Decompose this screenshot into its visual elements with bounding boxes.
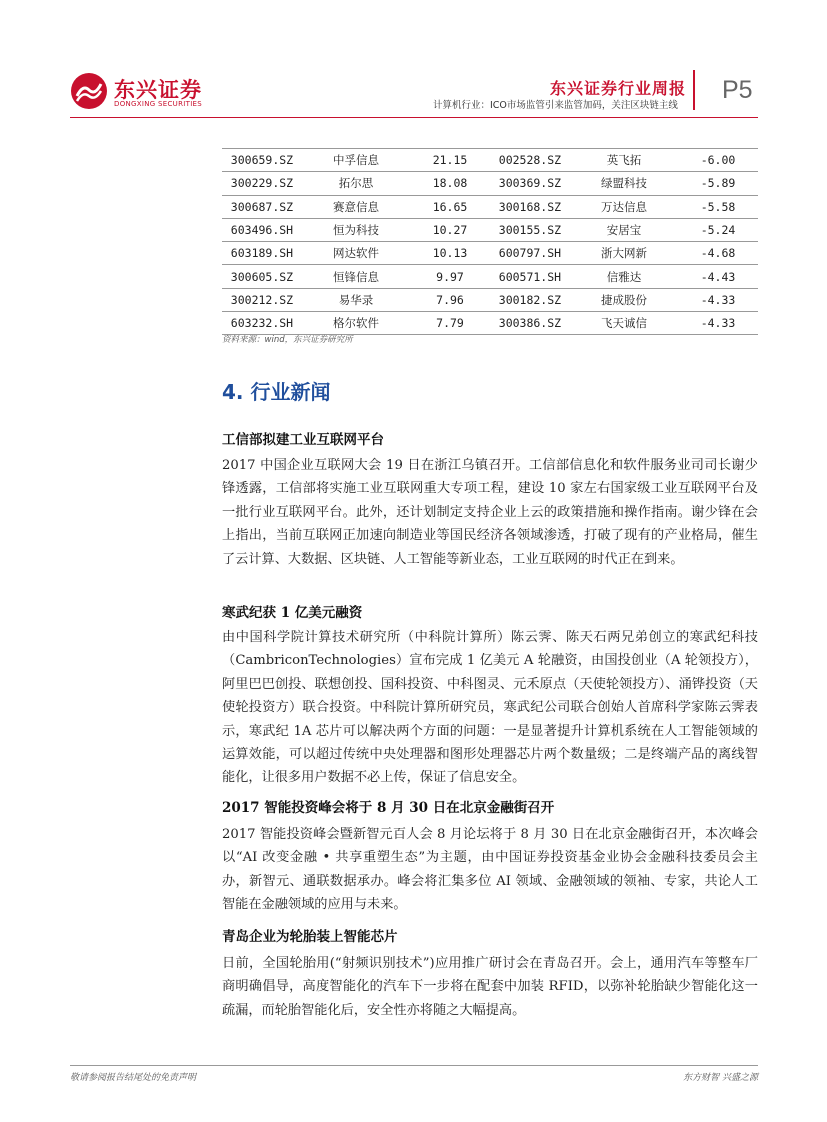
table-cell: 18.08 bbox=[410, 172, 490, 195]
table-cell: 300386.SZ bbox=[490, 312, 570, 335]
table-cell: 飞天诚信 bbox=[570, 312, 678, 335]
header-divider bbox=[693, 70, 695, 110]
table-cell: 浙大网新 bbox=[570, 242, 678, 265]
table-cell: 300605.SZ bbox=[222, 265, 302, 288]
table-cell: 捷成股份 bbox=[570, 288, 678, 311]
section-heading: 4. 行业新闻 bbox=[222, 380, 331, 404]
table-cell: 600571.SH bbox=[490, 265, 570, 288]
table-row bbox=[222, 312, 758, 335]
table-cell: 10.13 bbox=[410, 242, 490, 265]
table-cell: 万达信息 bbox=[570, 195, 678, 218]
page-number: P5 bbox=[722, 76, 753, 104]
news-title: 青岛企业为轮胎装上智能芯片 bbox=[222, 929, 398, 945]
news-title: 2017 智能投资峰会将于 8 月 30 日在北京金融街召开 bbox=[222, 800, 555, 816]
news-body: 由中国科学院计算技术研究所（中科院计算所）陈云霁、陈天石两兄弟创立的寒武纪科技（CambriconTechnologies）宣布完成 1 亿美元 A 轮融资，由国投创业（A 轮领投方），阿里巴巴创投、联想创投、国科投资、中科图灵、元禾原点（天使轮领投方）、涌铧投资（天使轮投资方）联合投资。中科院计算所研究员，寒武纪公司联合创始人首席科学家陈云霁表示，寒武纪 1A 芯片可以解决两个方面的问题：一是显著提升计算机系统在人工智能领域的运算效能，可以超过传统中央处理器和图形处理器芯片两个数量级；二是终端产品的离线智能化，让很多用户数据不必上传，保证了信息安全。 bbox=[222, 630, 758, 786]
table-cell: 易华录 bbox=[302, 288, 410, 311]
table-cell: 10.27 bbox=[410, 218, 490, 241]
table-cell: 300182.SZ bbox=[490, 288, 570, 311]
table-cell: 002528.SZ bbox=[490, 149, 570, 172]
report-title: 东兴证券行业周报 bbox=[550, 79, 687, 98]
table-cell: 中孚信息 bbox=[302, 149, 410, 172]
news-body: 2017 智能投资峰会暨新智元百人会 8 月论坛将于 8 月 30 日在北京金融街召开，本次峰会以“AI 改变金融 • 共享重塑生态”为主题，由中国证券投资基金业协会金融科技委员会主办，新智元、通联数据承办。峰会将汇集多位 AI 领域、金融领域的领袖、专家，共论人工智能在金融领域的应用与未来。 bbox=[222, 827, 758, 913]
table-cell: -4.33 bbox=[678, 312, 758, 335]
report-subtitle: 计算机行业：ICO市场监管引来监管加码，关注区块链主线 bbox=[433, 100, 678, 111]
table-cell: 300659.SZ bbox=[222, 149, 302, 172]
table-row bbox=[222, 265, 758, 288]
table-cell: 600797.SH bbox=[490, 242, 570, 265]
logo-text-en: DONGXING SECURITIES bbox=[114, 100, 203, 108]
table-cell: 绿盟科技 bbox=[570, 172, 678, 195]
table-row bbox=[222, 149, 758, 172]
table-cell: 603496.SH bbox=[222, 218, 302, 241]
company-logo bbox=[70, 72, 210, 112]
table-cell: 300687.SZ bbox=[222, 195, 302, 218]
table-cell: 300168.SZ bbox=[490, 195, 570, 218]
table-cell: 300369.SZ bbox=[490, 172, 570, 195]
table-cell: 拓尔思 bbox=[302, 172, 410, 195]
table-cell: 300229.SZ bbox=[222, 172, 302, 195]
table-cell: 603189.SH bbox=[222, 242, 302, 265]
table-cell: 安居宝 bbox=[570, 218, 678, 241]
news-title: 寒武纪获 1 亿美元融资 bbox=[222, 605, 363, 621]
table-cell: 信雅达 bbox=[570, 265, 678, 288]
news-body: 日前，全国轮胎用(“射频识别技术”)应用推广研讨会在青岛召开。会上，通用汽车等整车厂商明确倡导，高度智能化的汽车下一步将在配套中加装 RFID，以弥补轮胎缺少智能化这一疏漏，而轮胎智能化后，安全性亦将随之大幅提高。 bbox=[222, 956, 758, 1018]
table-row bbox=[222, 218, 758, 241]
table-cell: 赛意信息 bbox=[302, 195, 410, 218]
table-cell: -4.68 bbox=[678, 242, 758, 265]
table-row bbox=[222, 172, 758, 195]
header-rule bbox=[70, 117, 758, 118]
table-source-note: 资料来源：wind，东兴证券研究所 bbox=[222, 335, 353, 345]
table-cell: 7.79 bbox=[410, 312, 490, 335]
table-cell: 300155.SZ bbox=[490, 218, 570, 241]
table-cell: -4.33 bbox=[678, 288, 758, 311]
logo-text-cn: 东兴证券 bbox=[114, 78, 202, 102]
table-row bbox=[222, 242, 758, 265]
table-cell: -5.89 bbox=[678, 172, 758, 195]
table-cell: 603232.SH bbox=[222, 312, 302, 335]
table-cell: 16.65 bbox=[410, 195, 490, 218]
table-cell: -4.43 bbox=[678, 265, 758, 288]
table-cell: 300212.SZ bbox=[222, 288, 302, 311]
table-cell: 英飞拓 bbox=[570, 149, 678, 172]
page-header bbox=[0, 0, 827, 130]
table-row bbox=[222, 288, 758, 311]
table-cell: -6.00 bbox=[678, 149, 758, 172]
table-cell: -5.58 bbox=[678, 195, 758, 218]
dongxing-logo-icon bbox=[70, 72, 108, 110]
footer-rule bbox=[70, 1065, 758, 1066]
table-cell: 7.96 bbox=[410, 288, 490, 311]
stock-table bbox=[222, 148, 758, 335]
footer-slogan: 东方财智 兴盛之源 bbox=[683, 1073, 758, 1083]
table-cell: 9.97 bbox=[410, 265, 490, 288]
table-row bbox=[222, 195, 758, 218]
news-title: 工信部拟建工业互联网平台 bbox=[222, 432, 384, 448]
table-cell: 格尔软件 bbox=[302, 312, 410, 335]
news-body: 2017 中国企业互联网大会 19 日在浙江乌镇召开。工信部信息化和软件服务业司司长谢少锋透露，工信部将实施工业互联网重大专项工程，建设 10 家左右国家级工业互联网平台及一批行业互联网平台。此外，还计划制定支持企业上云的政策措施和操作指南。谢少锋在会上指出，当前互联网正加速向制造业等国民经济各领域渗透，打破了现有的产业格局，催生了云计算、大数据、区块链、人工智能等新业态，工业互联网的时代正在到来。 bbox=[222, 458, 758, 567]
table-cell: 21.15 bbox=[410, 149, 490, 172]
table-cell: -5.24 bbox=[678, 218, 758, 241]
disclaimer-note: 敬请参阅报告结尾处的免责声明 bbox=[70, 1073, 197, 1083]
table-cell: 恒锋信息 bbox=[302, 265, 410, 288]
table-cell: 恒为科技 bbox=[302, 218, 410, 241]
table-cell: 网达软件 bbox=[302, 242, 410, 265]
